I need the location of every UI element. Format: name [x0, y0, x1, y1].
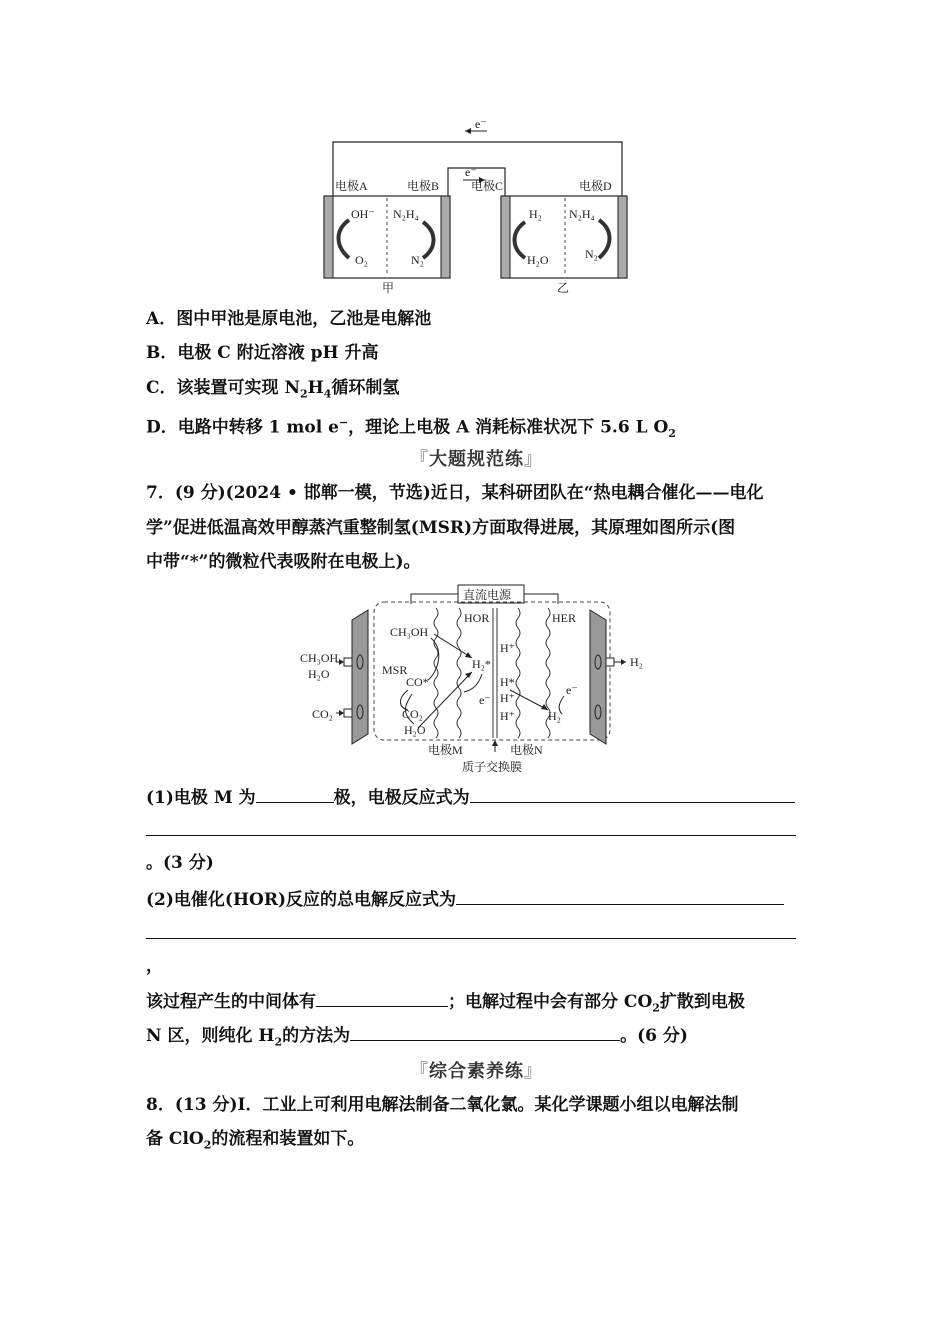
e-minus-1: e⁻: [479, 693, 491, 707]
ch3oh-label: CH₃OH: [390, 625, 429, 639]
electron-mid-label: e⁻: [465, 165, 477, 179]
electrode-a-label: 电极A: [335, 179, 368, 193]
h2o-label: H₂O: [527, 253, 549, 267]
hor-label: HOR: [464, 611, 490, 625]
n2-left-label: N₂: [411, 253, 424, 267]
h2-label: H₂: [529, 207, 542, 221]
h-plus-2: H⁺: [500, 691, 515, 705]
section-title-comprehensive: 『综合素养练』: [410, 1061, 543, 1082]
n2h4-left-label: N₂H₄: [393, 207, 419, 221]
electron-top-label: e⁻: [475, 118, 487, 131]
oh-label: OH⁻: [351, 207, 375, 221]
q8-line1: 8．(13 分)Ⅰ．工业上可利用电解法制备二氧化氯。某化学课题小组以电解法制: [146, 1095, 739, 1115]
q7-sub1-answer-line[interactable]: [146, 835, 796, 836]
q7-sub2-answer-line[interactable]: [146, 938, 796, 939]
electrode-c-label: 电极C: [471, 179, 504, 193]
n2-right-label: N₂: [585, 247, 598, 261]
figure-msr-cell: [296, 582, 656, 778]
power-label: 直流电源: [463, 588, 512, 602]
q7-line1: 7．(9 分)(2024 • 邯郸一模，节选)近日，某科研团队在“热电耦合催化——电化: [146, 483, 764, 503]
h-star-label: H*: [500, 675, 515, 689]
h2-outlet: H₂: [630, 655, 643, 669]
e-minus-2: e⁻: [566, 683, 578, 697]
h-plus-3: H⁺: [500, 709, 515, 723]
figure-electrochemical-cells: [315, 118, 635, 298]
electrode-b-label: 电极B: [407, 179, 440, 193]
co-star-label: CO*: [406, 675, 429, 689]
h2o-inlet: H₂O: [308, 667, 330, 681]
q8-line2: 备 ClO$_2$的流程和装置如下。: [146, 1129, 365, 1152]
electrode-n-label: 电极N: [510, 743, 543, 757]
co2-label: CO₂: [402, 707, 423, 721]
her-label: HER: [552, 611, 576, 625]
cell-yi-label: 乙: [557, 281, 570, 295]
electrode-d-label: 电极D: [579, 179, 612, 193]
q7-sub2-comma: ，: [146, 956, 163, 976]
electrode-m-label: 电极M: [428, 743, 463, 757]
q7-sub2-line2: 该过程产生的中间体有 ；电解过程中会有部分 $CO_2$扩散到电极: [146, 992, 745, 1015]
cell-jia-label: 甲: [382, 281, 395, 295]
co2-outlet: CO₂: [312, 707, 333, 721]
section-title-practice: 『大题规范练』: [410, 449, 543, 470]
q7-sub1: (1)电极 M 为 极，电极反应式为: [146, 786, 795, 809]
ch3oh-inlet: CH₃OH: [300, 651, 339, 665]
option-d: D．电路中转移 1 mol e−，理论上电极 A 消耗标准状况下 5.6 L $O_2$: [146, 416, 676, 441]
h2-label-fig2: H₂: [548, 709, 561, 723]
option-b: B．电极 C 附近溶液 pH 升高: [146, 343, 379, 363]
o2-label: O₂: [355, 253, 368, 267]
msr-label: MSR: [382, 663, 408, 677]
q7-sub2-line3: N 区，则纯化 $H_2$的方法为 。(6 分): [146, 1026, 688, 1049]
membrane-label: 质子交换膜: [462, 760, 523, 774]
q7-sub1-end: 。(3 分): [146, 853, 214, 873]
q7-line3: 中带“*”的微粒代表吸附在电极上)。: [146, 552, 421, 572]
h-plus-1: H⁺: [500, 641, 515, 655]
h2-star-label: H₂*: [472, 657, 491, 671]
n2h4-right-label: N₂H₄: [569, 207, 595, 221]
q7-line2: 学”促进低温高效甲醇蒸汽重整制氢(MSR)方面取得进展，其原理如图所示(图: [146, 518, 736, 538]
h2o-label-fig2: H₂O: [404, 723, 426, 737]
option-c: C．该装置可实现 $N_2H_4$循环制氢: [146, 378, 400, 401]
option-a: A．图中甲池是原电池，乙池是电解池: [146, 309, 432, 329]
q7-sub2: (2)电催化(HOR)反应的总电解反应式为: [146, 888, 784, 911]
